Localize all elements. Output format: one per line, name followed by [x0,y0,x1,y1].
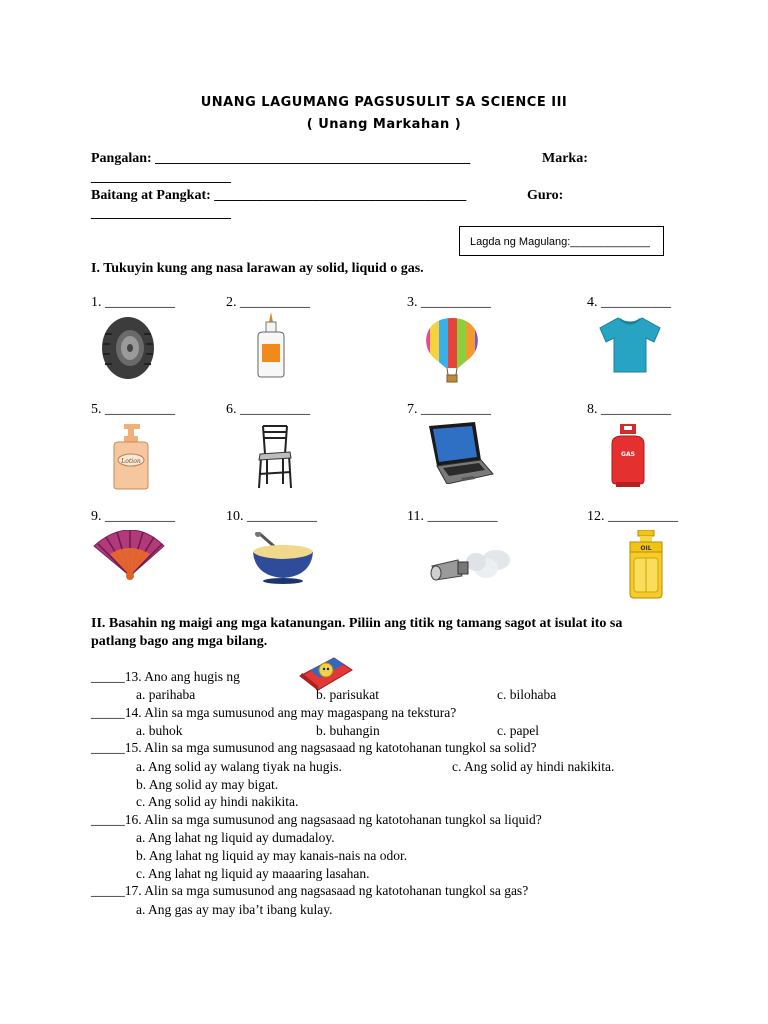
parent-signature-label: Lagda ng Magulang:_____________ [470,236,650,248]
q15-option-b: b. Ang solid ay may bigat. [136,777,279,792]
q15-option-a: a. Ang solid ay walang tiyak na hugis. [136,759,342,774]
item-label-10: 10. __________ [226,509,317,524]
question-15: _____15. Alin sa mga sumusunod ang nagsasaad ng katotohanan tungkol sa solid? [91,740,537,755]
q14-option-b: b. buhangin [316,723,380,738]
spray-smoke-icon [428,546,512,586]
page-title: UNANG LAGUMANG PAGSUSULIT SA SCIENCE III [200,95,568,110]
q15-option-c-inline: c. Ang solid ay hindi nakikita. [452,759,615,774]
q14-option-c: c. papel [497,723,539,738]
hot-air-balloon-icon [420,316,484,384]
question-16: _____16. Alin sa mga sumusunod ang nagsasaad ng katotohanan tungkol sa liquid? [91,812,542,827]
part2-instruction-line2: patlang bago ang mga bilang. [91,634,268,649]
score-label: Marka: [542,151,588,166]
item-label-6: 6. __________ [226,402,310,417]
grade-section-field-line: Baitang at Pangkat: ____________________________________ [91,188,467,203]
item-label-8: 8. __________ [587,402,671,417]
svg-text:OIL: OIL [640,545,652,552]
part2-instruction-line1: II. Basahin ng maigi ang mga katanungan. Piliin ang titik ng tamang sagot at isulat ito sa [91,616,623,631]
item-label-9: 9. __________ [91,509,175,524]
teacher-label: Guro: [527,188,564,203]
hand-fan-icon [92,530,166,582]
score-field-line: ____________________ [91,170,231,185]
q17-option-a: a. Ang gas ay may iba’t ibang kulay. [136,902,333,917]
chair-icon [255,424,295,490]
q16-option-b: b. Ang lahat ng liquid ay may kanais-nais na odor. [136,848,408,863]
question-17: _____17. Alin sa mga sumusunod ang nagsasaad ng katotohanan tungkol sa gas? [91,883,529,898]
t-shirt-icon [598,316,662,374]
q13-option-c: c. bilohaba [497,687,557,702]
q13-option-b: b. parisukat [316,687,379,702]
svg-text:Lotion: Lotion [121,458,141,465]
page-subtitle: ( Unang Markahan ) [306,117,462,132]
item-label-3: 3. __________ [407,295,491,310]
item-label-4: 4. __________ [587,295,671,310]
q16-option-c: c. Ang lahat ng liquid ay maaaring lasahan. [136,866,370,881]
name-field-line: Pangalan: _____________________________________________ [91,151,471,166]
item-label-1: 1. __________ [91,295,175,310]
teacher-field-line: ____________________ [91,206,231,221]
gas-tank-icon [610,424,646,488]
part1-instruction: I. Tukuyin kung ang nasa larawan ay solid, liquid o gas. [91,261,424,276]
lotion-bottle-icon [110,424,150,490]
item-label-2: 2. __________ [226,295,310,310]
glue-bottle-icon [255,312,287,378]
q13-option-a: a. parihaba [136,687,196,702]
svg-text:GAS: GAS [621,451,635,458]
laptop-icon [425,422,495,484]
item-label-5: 5. __________ [91,402,175,417]
oil-bottle-icon [626,530,666,600]
parent-signature-box [459,226,664,256]
tire-icon [100,314,156,382]
item-label-12: 12. __________ [587,509,678,524]
q14-option-a: a. buhok [136,723,183,738]
soup-bowl-icon [248,532,318,584]
question-13: _____13. Ano ang hugis ng [91,669,240,684]
item-label-7: 7. __________ [407,402,491,417]
item-label-11: 11. __________ [407,509,498,524]
q15-option-c: c. Ang solid ay hindi nakikita. [136,794,299,809]
q16-option-a: a. Ang lahat ng liquid ay dumadaloy. [136,830,335,845]
question-14: _____14. Alin sa mga sumusunod ang may magaspang na tekstura? [91,705,457,720]
